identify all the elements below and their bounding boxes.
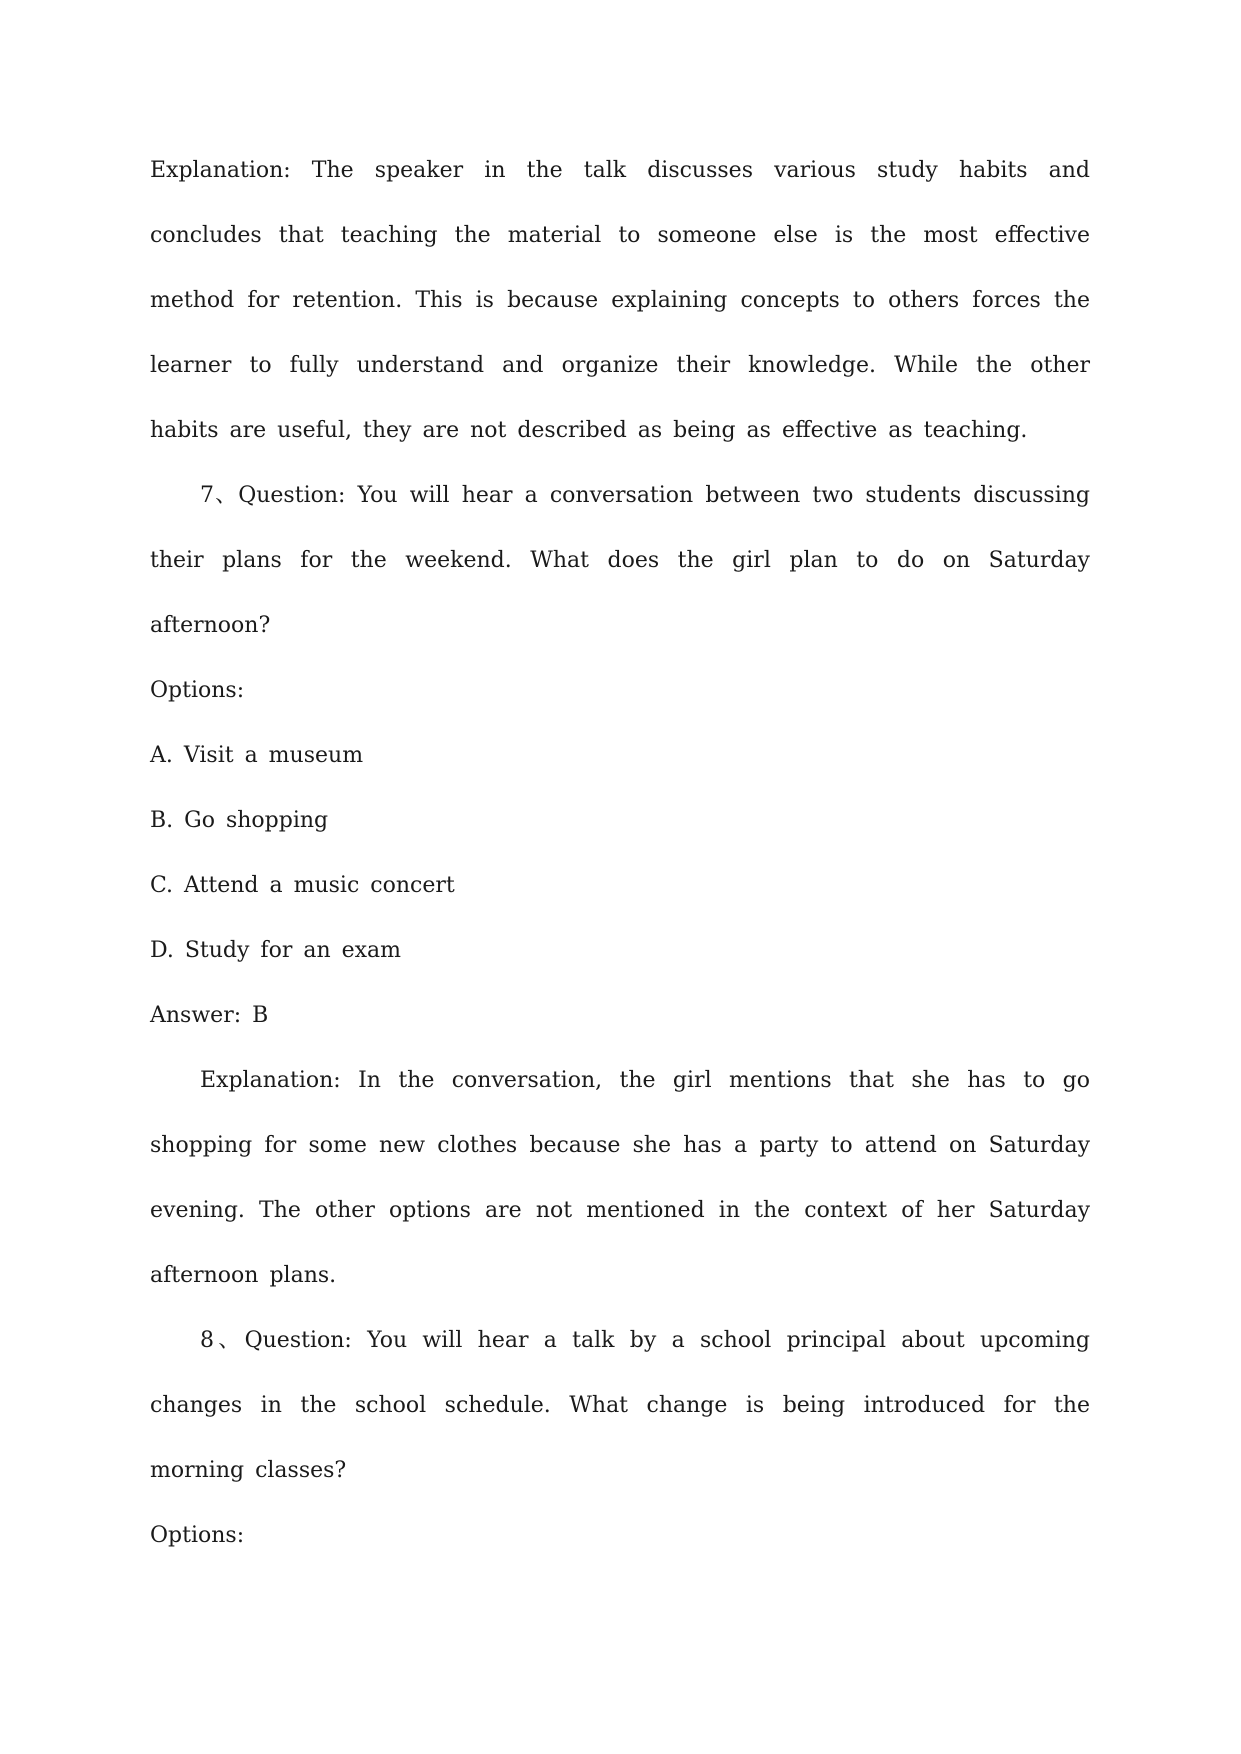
explanation-7: Explanation: In the conversation, the girl mentions that she has to go shopping for some new clothes because she has a party to attend on Saturday evening. The other options are not mentioned in the context of her Saturday afternoon plans. <box>150 1068 1090 1288</box>
answer-7: Answer: B <box>150 1003 269 1028</box>
option-d: D. Study for an exam <box>150 938 402 963</box>
option-a: A. Visit a museum <box>150 743 364 768</box>
question-8: 8、Question: You will hear a talk by a school principal about upcoming changes in the school schedule. What change is being introduced for the morning classes? <box>150 1328 1090 1483</box>
options-label: Options: <box>150 678 245 703</box>
explanation-paragraph: Explanation: The speaker in the talk discusses various study habits and concludes that teaching the material to someone else is the most effective method for retention. This is because explaining concepts to others forces the learner to fully understand and organize their knowledge. While the other habits are useful, they are not described as being as effective as teaching. <box>150 158 1090 443</box>
question-7: 7、Question: You will hear a conversation between two students discussing their plans for the weekend. What does the girl plan to do on Saturday afternoon? <box>150 483 1090 638</box>
page-content <box>150 138 1090 1568</box>
option-b: B. Go shopping <box>150 808 329 833</box>
option-c: C. Attend a music concert <box>150 873 455 898</box>
options-label: Options: <box>150 1523 245 1548</box>
